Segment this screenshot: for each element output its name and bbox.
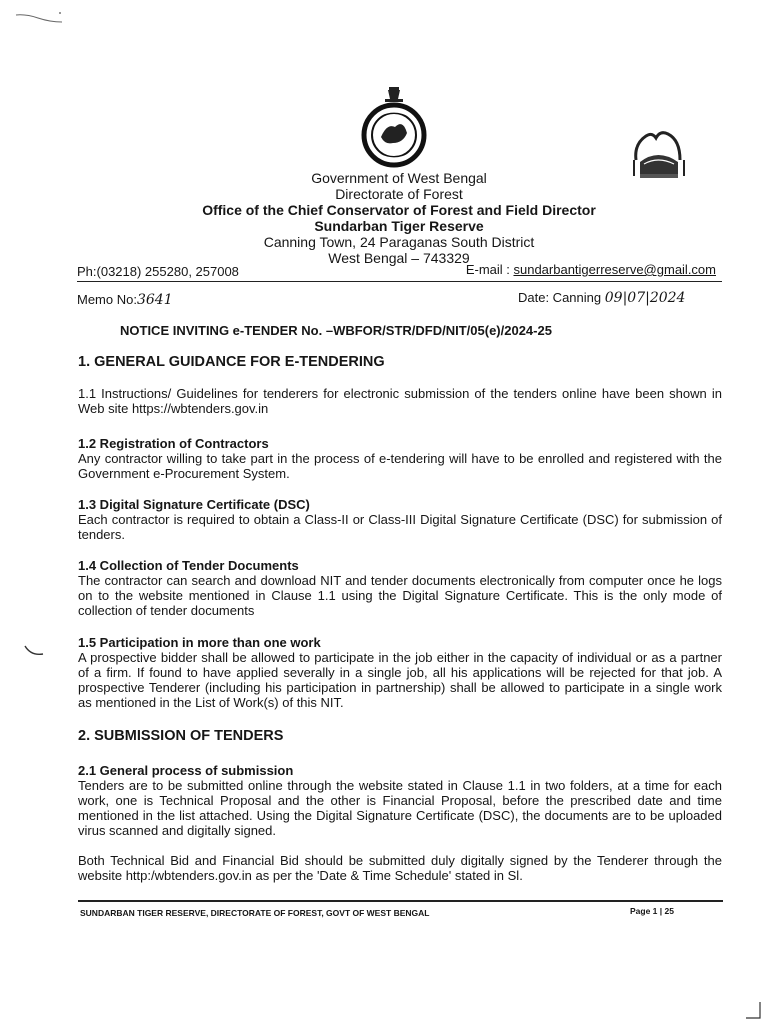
address-line-2: West Bengal – 743329 [328,250,470,266]
phone-number: Ph:(03218) 255280, 257008 [77,264,239,279]
scan-mark-icon [14,10,64,24]
contact-row [77,263,722,281]
govt-name: Government of West Bengal [311,170,487,186]
clause-1-2-title: 1.2 Registration of Contractors [78,436,269,451]
clause-2-1-title: 2.1 General process of submission [78,763,294,778]
email-label: E-mail : [465,262,514,277]
date-label: Date: Canning [518,290,602,305]
memo-value: 3641 [136,292,173,308]
memo-label: Memo No: [77,292,137,307]
date-value: 09|07|2024 [604,290,686,306]
punch-mark-icon [22,640,48,660]
memo-number [77,292,173,308]
clause-2-1-text-b: Both Technical Bid and Financial Bid should be submitted duly digitally signed by the Tenderer through the website http:/wbtenders.gov.in as per the 'Date & Time Schedule' stated in Sl. [78,853,722,883]
clause-1-1 [78,386,722,416]
section-2-title: 2. SUBMISSION OF TENDERS [78,728,284,744]
notice-title: NOTICE INVITING e-TENDER No. –WBFOR/STR/DFD/NIT/05(e)/2024-25 [120,323,552,338]
clause-1-3-text: Each contractor is required to obtain a Class-II or Class-III Digital Signature Certificate (DSC) for submission of tenders. [78,512,722,542]
west-bengal-govt-emblem-icon [355,85,433,169]
address-line-1: Canning Town, 24 Paraganas South District [263,234,535,250]
section-1-title: 1. GENERAL GUIDANCE FOR E-TENDERING [78,354,385,370]
clause-1-2-text: Any contractor willing to take part in the process of e-tendering will have to be enrolled and registered with the Government e-Procurement System. [78,451,722,481]
clause-1-5-title: 1.5 Participation in more than one work [78,635,321,650]
footer-divider [78,900,723,902]
date-line [518,290,685,306]
email-block [466,262,716,277]
reserve-name: Sundarban Tiger Reserve [314,218,484,234]
clause-1-1-text: 1.1 Instructions/ Guidelines for tenderers for electronic submission of the tenders online have been shown in Web site https://wbtenders.gov.in [78,386,722,416]
clause-1-4-title: 1.4 Collection of Tender Documents [78,558,299,573]
email-address[interactable]: sundarbantigerreserve@gmail.com [513,262,716,277]
footer-org: SUNDARBAN TIGER RESERVE, DIRECTORATE OF FOREST, GOVT OF WEST BENGAL [80,908,430,918]
page-number: Page 1 | 25 [630,906,674,916]
clause-2-1-text: Tenders are to be submitted online through the website stated in Clause 1.1 in two folders, at a time for each work, one is Technical Proposal and the other is Financial Proposal, before the prescribed date and time mentioned in the list attached. Using the Digital Signature Certificate (DSC), the documents are to be uploaded virus scanned and digitally signed. [78,778,722,838]
header-block [78,170,720,266]
header-divider [77,281,722,282]
clause-1-3-title: 1.3 Digital Signature Certificate (DSC) [78,497,310,512]
clause-1-4-text: The contractor can search and download NIT and tender documents electronically from computer once he logs on to the website mentioned in Clause 1.1 using the Digital Signature Certificate. This is the only mode of collection of tender documents [78,573,722,618]
office-name: Office of the Chief Conservator of Forest and Field Director [202,202,596,218]
corner-mark-icon [742,1000,764,1020]
directorate-name: Directorate of Forest [335,186,463,202]
clause-1-5-text: A prospective bidder shall be allowed to participate in the job either in the capacity of individual or as a partner of a firm. If found to have applied severally in a single job, all his applications will be rejected for that job. A prospective Tenderer (including his participation in partnership) shall be allowed to participate in a single work as mentioned in the List of Work(s) of this NIT. [78,650,722,710]
